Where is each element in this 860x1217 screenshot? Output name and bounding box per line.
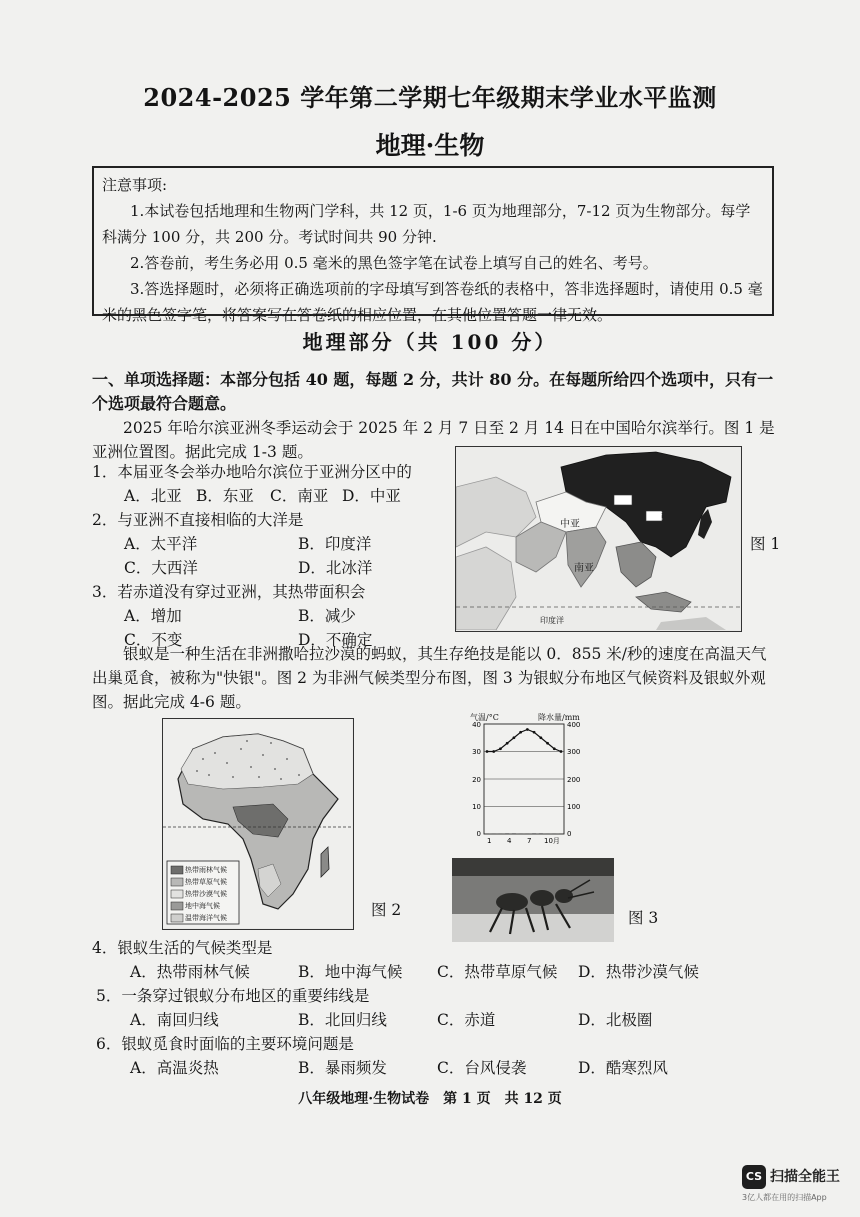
climate-chart-svg [464,722,594,846]
temperature-point [506,742,509,745]
notice-item-3: 3.答选择题时，必须将正确选项前的字母填写到答卷纸的表格中，答非选择题时，请使用 0.5 毫米的黑色签字笔，将答案写在答卷纸的相应位置，在其他位置答题一律无效。 [102,280,763,324]
temperature-point [560,750,563,753]
temperature-point [486,750,489,753]
map-label-south-asia: 南亚 [574,563,594,574]
q2-option-a: A．太平洋 [124,535,198,553]
q2-option-d: D．北冰洋 [298,559,373,577]
q1-option-b: B．东亚 [196,487,254,505]
left-tick-20: 20 [472,776,481,784]
right-tick-100: 100 [567,803,581,811]
temperature-point [526,728,529,731]
map-label-central-asia: 中亚 [560,519,580,530]
left-tick-10: 10 [472,803,481,811]
notice-heading: 注意事项: [102,176,168,194]
asia-map-drawing [456,447,740,630]
exam-subtitle: 地理·生物 [375,131,485,160]
q5-option-a: A．南回归线 [130,1011,219,1029]
temperature-point [553,747,556,750]
temperature-point [533,731,536,734]
temperature-point [539,736,542,739]
temperature-point [546,742,549,745]
figure-3-climate-chart [464,712,594,846]
notice-item-1: 1.本试卷包括地理和生物两门学科，共 12 页，1-6 页为地理部分，7-12 页为生物部分。每学科满分 100 分，共 200 分。考试时间共 90 分钟. [102,202,751,246]
question-4: 4．银蚁生活的气候类型是 [92,939,273,957]
intro-paragraph-2: 银蚁是一种生活在非洲撒哈拉沙漠的蚂蚁，其生存绝技是能以 0．855 米/秒的速度在高温天气出巢觅食，被称为"快银"。图 2 为非洲气候类型分布图，图 3 为银蚁分布地区气候资料及银蚁外观图。据此完成 4-6 题。 [92,645,767,711]
x-tick-1: 1 [487,837,492,845]
q6-option-a: A．高温炎热 [130,1059,219,1077]
legend-marine: 温带海洋气候 [185,914,227,922]
silver-ant-drawing [452,858,614,942]
q4-option-b: B．地中海气候 [298,963,403,981]
page-footer: 八年级地理·生物试卷 第 1 页 共 12 页 [298,1091,562,1107]
camscanner-logo-icon: CS [742,1165,766,1189]
temperature-point [519,731,522,734]
part1-heading: 一、单项选择题：本部分包括 40 题，每题 2 分，共计 80 分。在每题所给四个选项中，只有一个选项最符合题意。 [92,370,774,413]
x-tick-7: 7 [527,837,532,845]
q3-option-a: A．增加 [124,607,182,625]
temperature-point [499,747,502,750]
q1-option-a: A．北亚 [124,487,182,505]
camscanner-tagline: 3亿人都在用的扫描App [742,1193,827,1202]
q5-option-b: B．北回归线 [298,1011,387,1029]
question-1: 1．本届亚冬会举办地哈尔滨位于亚洲分区中的 [92,463,412,481]
map-label-indian-ocean: 印度洋 [540,616,564,625]
map-label-north-asia: 北亚 [615,496,631,505]
x-tick-4: 4 [507,837,512,845]
temperature-point [492,750,495,753]
q4-option-d: D．热带沙漠气候 [578,963,699,981]
q6-option-d: D．酷寒烈风 [578,1059,668,1077]
q6-option-b: B．暴雨频发 [298,1059,387,1077]
q5-option-d: D．北极圈 [578,1011,653,1029]
right-tick-300: 300 [567,748,581,756]
q1-option-d: D．中亚 [342,487,401,505]
temperature-line [487,730,561,752]
question-2: 2．与亚洲不直接相临的大洋是 [92,511,304,529]
legend-mediterranean: 地中海气候 [185,902,220,910]
q3-option-c: C．不变 [124,631,183,649]
legend-rainforest: 热带雨林气候 [185,866,227,874]
figure-2-africa-map [162,718,354,930]
figure-3-label: 图 3 [628,909,659,927]
right-tick-0: 0 [567,830,572,838]
legend-desert: 热带沙漠气候 [185,890,227,898]
notice-item-2: 2.答卷前，考生务必用 0.5 毫米的黑色签字笔在试卷上填写自己的姓名、考号。 [130,254,658,272]
precipitation-bar [505,833,509,834]
question-5: 5．一条穿过银蚁分布地区的重要纬线是 [96,987,370,1005]
q3-option-d: D．不确定 [298,631,373,649]
left-tick-40: 40 [472,722,481,729]
q3-option-b: B．减少 [298,607,356,625]
left-tick-0: 0 [476,830,481,838]
q2-option-b: B．印度洋 [298,535,372,553]
precipitation-bar [512,833,516,834]
intro-paragraph-1: 2025 年哈尔滨亚洲冬季运动会于 2025 年 2 月 7 日至 2 月 14 日在中国哈尔滨举行。图 1 是亚洲位置图。据此完成 1-3 题。 [92,419,775,461]
q5-option-c: C．赤道 [437,1011,496,1029]
q1-option-c: C．南亚 [270,487,329,505]
q4-option-a: A．热带雨林气候 [130,963,250,981]
figure-2-label: 图 2 [371,901,402,919]
q6-option-c: C．台风侵袭 [437,1059,527,1077]
q2-option-c: C．大西洋 [124,559,198,577]
exam-title: 2024-2025 学年第二学期七年级期末学业水平监测 [143,83,717,112]
chart-right-axis-title: 降水量/mm [538,713,580,722]
precipitation-bar [539,833,543,834]
camscanner-name: 扫描全能王 [770,1169,840,1185]
right-tick-400: 400 [567,722,581,729]
precipitation-bar [532,833,536,834]
section-title: 地理部分（共 100 分） [302,330,558,354]
figure-1-label: 图 1 [750,535,781,553]
left-tick-30: 30 [472,748,481,756]
right-tick-200: 200 [567,776,581,784]
legend-savanna: 热带草原气候 [185,878,227,886]
q4-option-c: C．热带草原气候 [437,963,558,981]
x-tick-10: 10月 [544,837,560,845]
question-6: 6．银蚁觅食时面临的主要环境问题是 [96,1035,354,1053]
temperature-point [513,736,516,739]
map-label-east-asia: 东亚 [647,512,663,521]
notice-box [92,166,774,324]
question-3: 3．若赤道没有穿过亚洲，其热带面积会 [92,583,366,601]
chart-left-axis-title: 气温/°C [470,713,499,722]
figure-1-asia-map [455,446,742,632]
silver-ant-photo [452,858,614,942]
